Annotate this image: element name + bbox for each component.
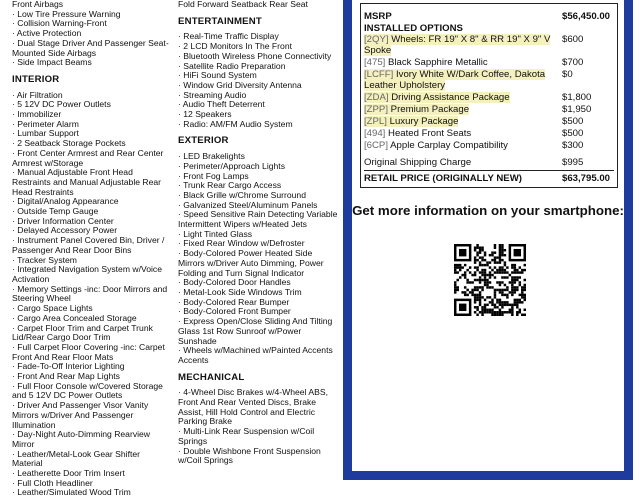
option-name: Premium Package: [390, 104, 470, 115]
total-divider: [364, 170, 614, 171]
feature-item: · Outside Temp Gauge: [12, 206, 99, 217]
option-code: [LCFF]: [364, 69, 394, 80]
option-label: [364, 69, 545, 91]
option-code: [ZPP]: [364, 104, 388, 115]
feature-item: · LED Brakelights: [178, 151, 245, 162]
option-price: $700: [562, 57, 584, 68]
feature-item: · Driver Information Center: [12, 215, 114, 226]
option-row: [364, 128, 614, 139]
feature-item: · Black Grille w/Chrome Surround: [178, 189, 306, 200]
feature-item: · Body-Colored Power Heated Side Mirrors w/Driver Auto Dimming, Power Folding and Turn Signal Indicator: [178, 248, 324, 278]
option-row: [364, 140, 614, 151]
option-name: Wheels: FR 19" X 8" & RR 19" X 9" V Spoke: [364, 34, 551, 57]
smartphone-promo-text: Get more information on your smartphone:: [352, 203, 624, 218]
feature-item: · Full Carpet Floor Covering -inc: Carpet Front And Rear Floor Mats: [12, 341, 165, 362]
feature-item: · 4-Wheel Disc Brakes w/4-Wheel ABS, Front And Rear Vented Discs, Brake Assist, Hill Hold Control and Electric Parking Brake: [178, 387, 328, 427]
interior-feature-list: [12, 91, 172, 498]
feature-item: · 2 LCD Monitors In The Front: [178, 41, 292, 52]
shipping-row: [364, 157, 614, 168]
option-price: $300: [562, 140, 584, 151]
feature-item: · Speed Sensitive Rain Detecting Variable Intermittent Wipers w/Heated Jets: [178, 209, 338, 230]
feature-item: · 2 Seatback Storage Pockets: [12, 138, 126, 149]
mechanical-heading: MECHANICAL: [178, 371, 245, 383]
feature-item: · Leatherette Door Trim Insert: [12, 468, 125, 479]
feature-item: · Integrated Navigation System w/Voice Activation: [12, 264, 162, 284]
option-row: [364, 104, 614, 115]
msrp-row: [364, 11, 614, 22]
feature-item: · Low Tire Pressure Warning: [12, 8, 121, 19]
feature-item: Fold Forward Seatback Rear Seat: [178, 0, 308, 9]
feature-item: · Real-Time Traffic Display: [178, 31, 279, 42]
mechanical-feature-list: [178, 388, 338, 466]
window-sticker: [352, 0, 624, 471]
feature-item: · Lumbar Support: [12, 128, 79, 139]
option-price: $0: [562, 69, 573, 80]
entertainment-feature-list: [178, 32, 338, 129]
safety-feature-list: [12, 0, 172, 68]
option-label: [364, 128, 471, 139]
feature-item: · Body-Colored Front Bumper: [178, 306, 291, 317]
feature-item: · Day-Night Auto-Dimming Rearview Mirror: [12, 429, 151, 449]
exterior-feature-list: [178, 152, 338, 365]
feature-item: · Leather/Metal-Look Gear Shifter Material: [12, 448, 141, 469]
option-price: $500: [562, 128, 584, 139]
feature-item: · Double Wishbone Front Suspension w/Coil Springs: [178, 445, 321, 466]
feature-item: · Body-Colored Rear Bumper: [178, 296, 290, 307]
option-label: [364, 116, 458, 127]
feature-item: · Front And Rear Map Lights: [12, 371, 120, 382]
feature-item: · Window Grid Diversity Antenna: [178, 79, 302, 90]
option-code: [ZDA]: [364, 92, 389, 103]
feature-item: · Wheels w/Machined w/Painted Accents Accents: [178, 345, 333, 365]
option-label: [364, 57, 488, 68]
feature-item: · Galvanized Steel/Aluminum Panels: [178, 199, 318, 210]
shipping-label: Original Shipping Charge: [364, 157, 472, 168]
interior-heading: INTERIOR: [12, 73, 60, 85]
features-middle-column: [178, 0, 338, 466]
feature-item: · Instrument Panel Covered Bin, Driver / Passenger And Rear Door Bins: [12, 235, 165, 255]
option-name: Apple Carplay Compatibility: [390, 140, 508, 151]
shipping-value: $995: [562, 157, 584, 168]
option-row: [364, 116, 614, 127]
option-label: [364, 92, 510, 103]
retail-price-label: RETAIL PRICE (ORIGINALLY NEW): [364, 173, 522, 184]
feature-item: · Trunk Rear Cargo Access: [178, 180, 282, 191]
option-code: [6CP]: [364, 140, 388, 151]
retail-price-row: [364, 173, 614, 184]
msrp-value: $56,450.00: [562, 11, 611, 22]
retail-price-value: $63,795.00: [562, 173, 611, 184]
feature-item: · Bluetooth Wireless Phone Connectivity: [178, 50, 332, 61]
option-name: Luxury Package: [389, 116, 459, 127]
feature-item: · Memory Settings -inc: Door Mirrors and Steering Wheel: [12, 283, 168, 304]
option-code: [494]: [364, 128, 386, 139]
feature-item: · Fixed Rear Window w/Defroster: [178, 238, 305, 249]
option-name: Ivory White W/Dark Coffee, Dakota Leather Upholstery: [364, 69, 546, 92]
feature-item: · Perimeter Alarm: [12, 118, 79, 129]
feature-item: · Satellite Radio Preparation: [178, 60, 286, 71]
feature-item: · Body-Colored Door Handles: [178, 277, 291, 288]
feature-item: · Multi-Link Rear Suspension w/Coil Springs: [178, 426, 315, 446]
feature-item: · Tracker System: [12, 254, 77, 265]
feature-item: · Fade-To-Off Interior Lighting: [12, 361, 125, 372]
feature-item: · HiFi Sound System: [178, 70, 257, 81]
option-code: [475]: [364, 57, 386, 68]
option-price: $1,950: [562, 104, 592, 115]
feature-item: · Immobilizer: [12, 109, 62, 120]
feature-item: · Cargo Space Lights: [12, 303, 93, 314]
entertainment-heading: ENTERTAINMENT: [178, 15, 262, 27]
feature-item: Front Airbags: [12, 0, 64, 9]
feature-item: · Driver And Passenger Visor Vanity Mirrors w/Driver And Passenger Illumination: [12, 400, 149, 430]
feature-item: · Leather/Simulated Wood Trim: [12, 487, 131, 498]
feature-item: · Carpet Floor Trim and Carpet Trunk Lid/Rear Cargo Door Trim: [12, 322, 153, 343]
feature-item: · 5 12V DC Power Outlets: [12, 99, 111, 110]
option-price: $1,800: [562, 92, 592, 103]
option-row: [364, 34, 614, 57]
option-label: [364, 104, 469, 115]
qr-code-icon[interactable]: [454, 244, 526, 316]
option-code: [2QY]: [364, 34, 389, 45]
option-row: [364, 69, 614, 92]
installed-options-heading: INSTALLED OPTIONS: [364, 23, 463, 34]
feature-item: · Express Open/Close Sliding And Tilting Glass 1st Row Sunroof w/Power Sunshade: [178, 316, 333, 346]
feature-item: · Perimeter/Approach Lights: [178, 160, 285, 171]
feature-item: · Front Center Armrest and Rear Center Armrest w/Storage: [12, 147, 164, 168]
feature-item: · Manual Adjustable Front Head Restraints and Manual Adjustable Rear Head Restraints: [12, 167, 162, 197]
feature-item: · Metal-Look Side Windows Trim: [178, 286, 302, 297]
feature-item: · Collision Warning-Front: [12, 18, 107, 29]
feature-item: · Streaming Audio: [178, 89, 247, 100]
feature-item: · Cargo Area Concealed Storage: [12, 312, 137, 323]
option-label: [364, 140, 508, 151]
msrp-label: MSRP: [364, 11, 392, 22]
feature-item: · Active Protection: [12, 28, 82, 39]
option-label: [364, 34, 550, 56]
option-price: $500: [562, 116, 584, 127]
option-row: [364, 57, 614, 68]
feature-item: · Full Cloth Headliner: [12, 477, 93, 488]
feature-item: · Air Filtration: [12, 89, 63, 100]
feature-item: · Digital/Analog Appearance: [12, 196, 119, 207]
price-box: [360, 3, 618, 188]
features-left-column: [12, 0, 172, 498]
option-price: $600: [562, 34, 584, 45]
feature-item: · Radio: AM/FM Audio System: [178, 118, 293, 129]
exterior-heading: EXTERIOR: [178, 135, 229, 147]
feature-item: · Full Floor Console w/Covered Storage and 5 12V DC Power Outlets: [12, 380, 163, 401]
seating-feature-list: [178, 0, 338, 10]
feature-item: · Audio Theft Deterrent: [178, 99, 265, 110]
option-row: [364, 92, 614, 103]
feature-item: · Dual Stage Driver And Passenger Seat-Mounted Side Airbags: [12, 37, 169, 58]
option-name: Driving Assistance Package: [391, 92, 510, 103]
option-name: Heated Front Seats: [388, 128, 472, 139]
option-name: Black Sapphire Metallic: [388, 57, 488, 68]
feature-item: · Delayed Accessory Power: [12, 225, 118, 236]
feature-item: · Light Tinted Glass: [178, 228, 253, 239]
feature-item: · Front Fog Lamps: [178, 170, 249, 181]
option-code: [ZPL]: [364, 116, 387, 127]
feature-item: · Side Impact Beams: [12, 57, 92, 68]
feature-item: · 12 Speakers: [178, 109, 232, 120]
window-sticker-frame: [343, 0, 633, 480]
